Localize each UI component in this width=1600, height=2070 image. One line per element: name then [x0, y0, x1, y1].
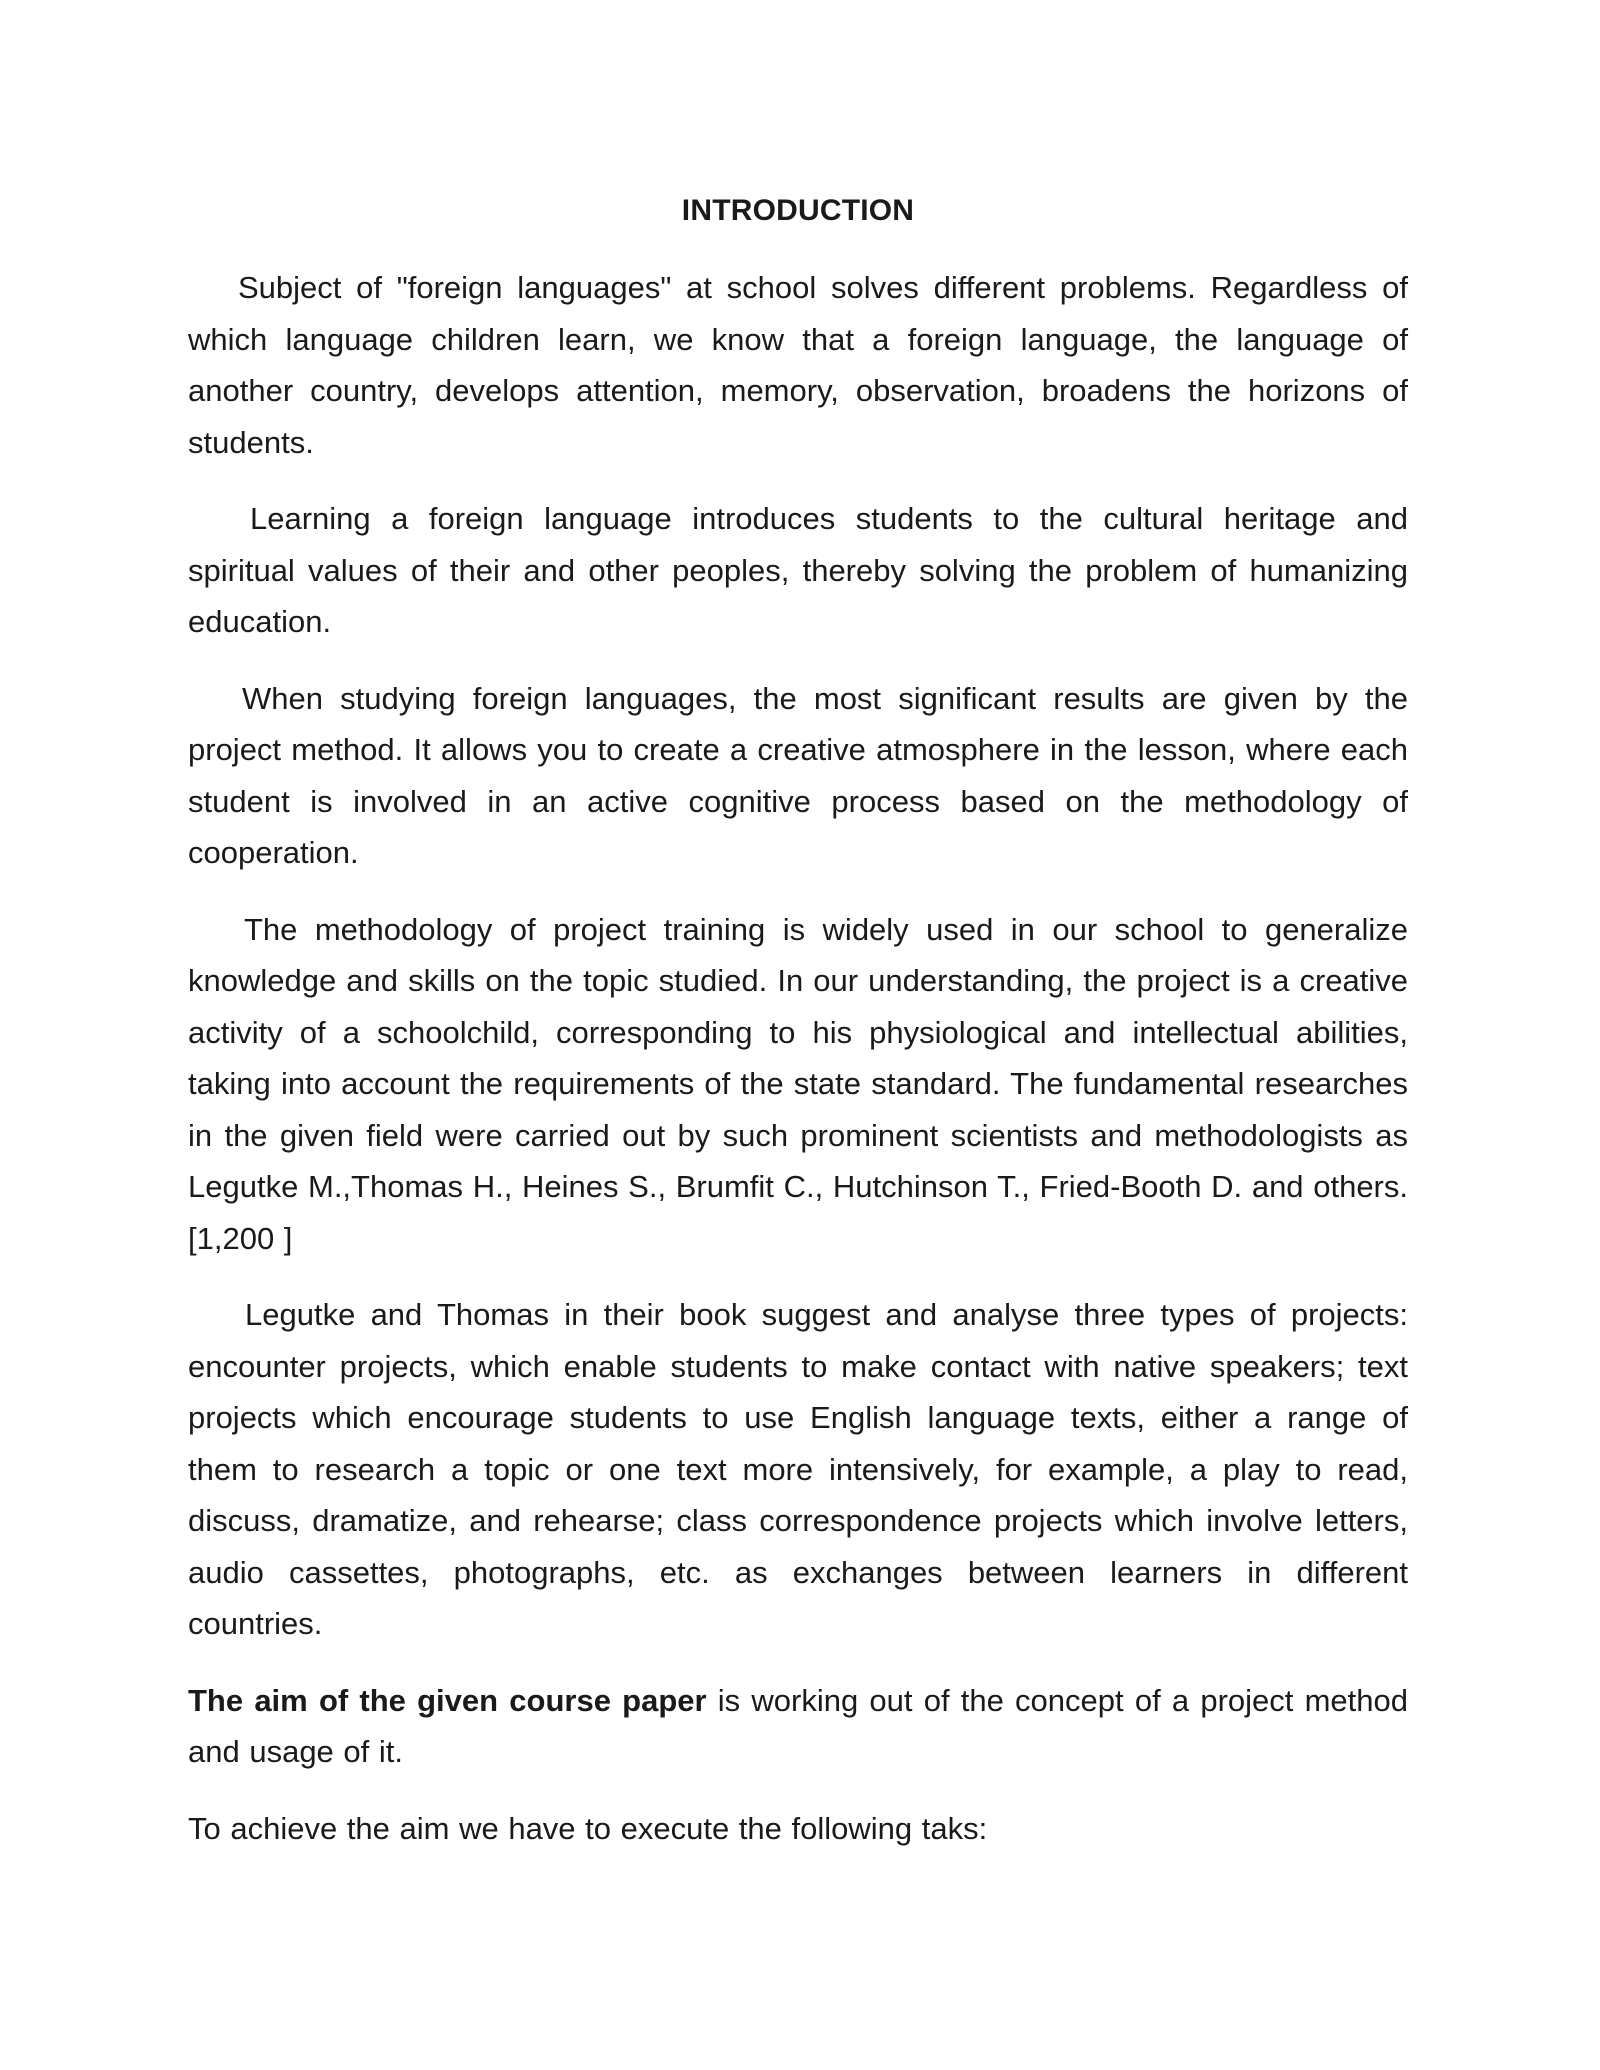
aim-paragraph [188, 1675, 1408, 1778]
paragraph-2: Learning a foreign language introduces students to the cultural heritage and spiritual values of their and other peoples, thereby solving the problem of humanizing education. [188, 501, 1408, 639]
aim-bold-lead: The aim of the given course paper [188, 1682, 707, 1718]
paragraph-4: The methodology of project training is widely used in our school to generalize knowledge and skills on the topic studied. In our understanding, the project is a creative activity of a schoolchild, corresponding to his physiological and intellectual abilities, taking into account the requirements of the state standard. The fundamental researches in the given field were carried out by such prominent scientists and methodologists as Legutke M.,Thomas H., Heines S., Brumfit C., Hutchinson T., Fried-Booth D. and others. [1,200 ] [188, 911, 1408, 1256]
paragraph-1: Subject of "foreign languages" at school solves different problems. Regardless of which language children learn, we know that a foreign language, the language of another country, develops attention, memory, observation, broadens the horizons of students. [188, 270, 1408, 460]
aim-rest: is working out of the concept of a project method and usage of it. [188, 1682, 1408, 1769]
paragraph-3: When studying foreign languages, the most significant results are given by the project method. It allows you to create a creative atmosphere in the lesson, where each student is involved in an active cognitive process based on the methodology of cooperation. [188, 680, 1408, 870]
document-body [188, 186, 1408, 1879]
paragraph-5: Legutke and Thomas in their book suggest and analyse three types of projects: encounter projects, which enable students to make contact with native speakers; text projects which encourage students to use English language texts, either a range of them to research a topic or one text more intensively, for example, a play to read, discuss, dramatize, and rehearse; class correspondence projects which involve letters, audio cassettes, photographs, etc. as exchanges between learners in different countries. [188, 1297, 1408, 1641]
tasks-intro: To achieve the aim we have to execute the following taks: [188, 1810, 988, 1846]
page-title: INTRODUCTION [681, 194, 915, 227]
